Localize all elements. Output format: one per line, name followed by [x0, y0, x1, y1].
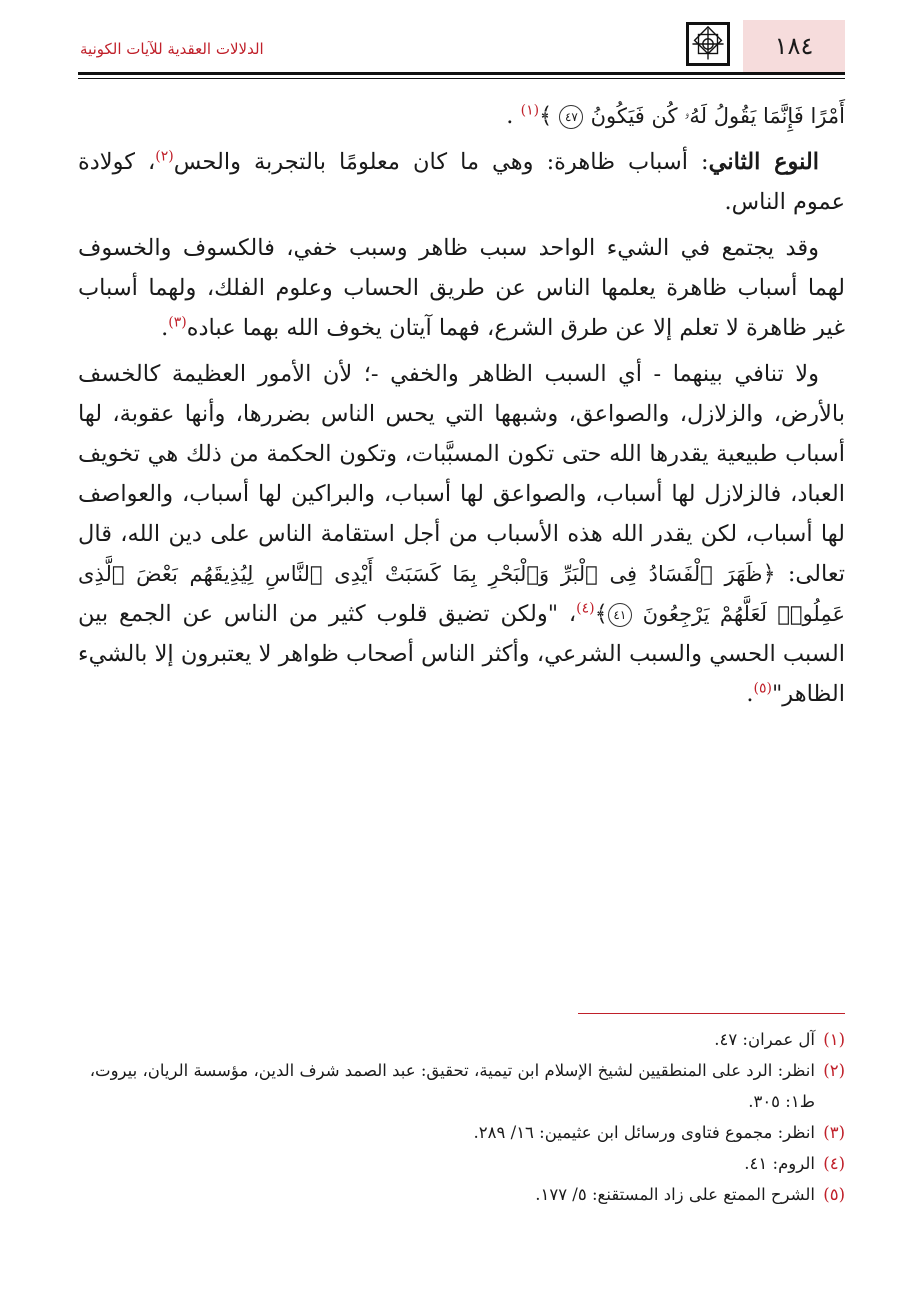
paragraph-second-type	[78, 142, 845, 222]
footnote-text: الروم: ٤١.	[744, 1154, 815, 1173]
footnote-item	[78, 1055, 845, 1117]
footnote-item	[78, 1148, 845, 1179]
paragraph-end: .	[506, 103, 514, 129]
paragraph-eclipse	[78, 228, 845, 348]
footnote-text: الشرح الممتع على زاد المستقنع: ٥/ ١٧٧.	[535, 1185, 815, 1204]
paragraph-end: .	[746, 681, 754, 707]
footnote-ref-1[interactable]: (١)	[520, 102, 540, 119]
header-rule	[78, 72, 845, 75]
quran-close-brace: ﴾	[539, 103, 553, 129]
quran-close-brace: ﴾	[594, 601, 608, 627]
quotation-text: ، "ولكن تضيق قلوب كثير من الناس عن الجمع بين السبب الحسي والسبب الشرعي، وأكثر الناس أصحاب ظواهر لا يعتبرون إلا بالشيء الظاهر"	[78, 601, 845, 707]
footnote-text: انظر: الرد على المنطقيين لشيخ الإسلام ابن تيمية، تحقيق: عبد الصمد شرف الدين، مؤسسة الريان، بيروت، ط١: ٣٠٥.	[89, 1061, 815, 1111]
bold-term: النوع الثاني	[708, 149, 820, 175]
footnote-ref-5[interactable]: (٥)	[753, 680, 772, 697]
footnote-item	[78, 1117, 845, 1148]
footnote-number: (٥)	[823, 1185, 845, 1204]
ayah-number-marker: ٤١	[608, 603, 632, 627]
quran-verse: أَمْرًا فَإِنَّمَا يَقُولُ لَهُۥ كُن فَيَكُونُ	[590, 104, 845, 128]
paragraph-end: .	[161, 315, 169, 341]
quran-open-brace: ﴿	[762, 561, 776, 587]
ayah-number-marker: ٤٧	[559, 105, 583, 129]
paragraph-end: ، كولادة عموم الناس.	[78, 149, 845, 215]
ornament-icon	[686, 22, 730, 66]
footnote-number: (٤)	[823, 1154, 845, 1173]
footnote-text: انظر: مجموع فتاوى ورسائل ابن عثيمين: ١٦/ ٢٨٩.	[473, 1123, 815, 1142]
footnote-ref-2[interactable]: (٢)	[155, 148, 174, 165]
page-number: ١٨٤	[774, 32, 814, 60]
paragraph-text: وقد يجتمع في الشيء الواحد سبب ظاهر وسبب خفي، فالكسوف والخسوف لهما أسباب ظاهرة يعلمها الناس عن طريق الحساب وعلوم الفلك، ولهما أسباب غير ظاهرة لا تعلم إلا عن طرق الشرع، فهما آيتان يخوف الله بهما عباده	[78, 235, 845, 341]
footnote-number: (٣)	[823, 1123, 845, 1142]
page-number-box	[743, 20, 845, 72]
footnote-ref-3[interactable]: (٣)	[168, 314, 187, 331]
paragraph-no-contradiction	[78, 354, 845, 714]
paragraph-quran-continuation	[78, 96, 845, 136]
paragraph-text: : أسباب ظاهرة: وهي ما كان معلومًا بالتجربة والحس	[173, 149, 709, 175]
quran-verse: ظَهَرَ ٱلْفَسَادُ فِى ٱلْبَرِّ وَٱلْبَحْرِ بِمَا كَسَبَتْ أَيْدِى ٱلنَّاسِ لِيُذِيقَهُم بَعْضَ ٱلَّذِى عَمِلُوا۟ لَعَلَّهُمْ يَرْجِعُونَ	[78, 562, 846, 626]
main-text	[78, 96, 845, 720]
paragraph-text: ولا تنافي بينهما - أي السبب الظاهر والخفي -؛ لأن الأمور العظيمة كالخسف بالأرض، والزلازل، والصواعق، وشبهها التي يحس الناس بضررها، وأنها عقوبة، لها أسباب طبيعية يقدرها الله حتى تكون المسبَّبات، وتكون الحكمة من ذلك هي تخويف العباد، فالزلازل لها أسباب، والصواعق لها أسباب، والبراكين لها أسباب، والعواصف لها أسباب، لكن يقدر الله هذه الأسباب من أجل استقامة الناس على دين الله، قال تعالى:	[78, 361, 845, 587]
footnote-ref-4[interactable]: (٤)	[576, 600, 595, 617]
footnote-item	[78, 1179, 845, 1210]
running-title: الدلالات العقدية للآيات الكونية	[80, 40, 264, 58]
footnotes	[78, 1024, 845, 1210]
footnote-text: آل عمران: ٤٧.	[714, 1030, 815, 1049]
footnote-number: (١)	[823, 1030, 845, 1049]
footnote-number: (٢)	[823, 1061, 845, 1080]
header-rule-thin	[78, 78, 845, 79]
footnote-separator	[578, 1013, 845, 1014]
footnote-item	[78, 1024, 845, 1055]
